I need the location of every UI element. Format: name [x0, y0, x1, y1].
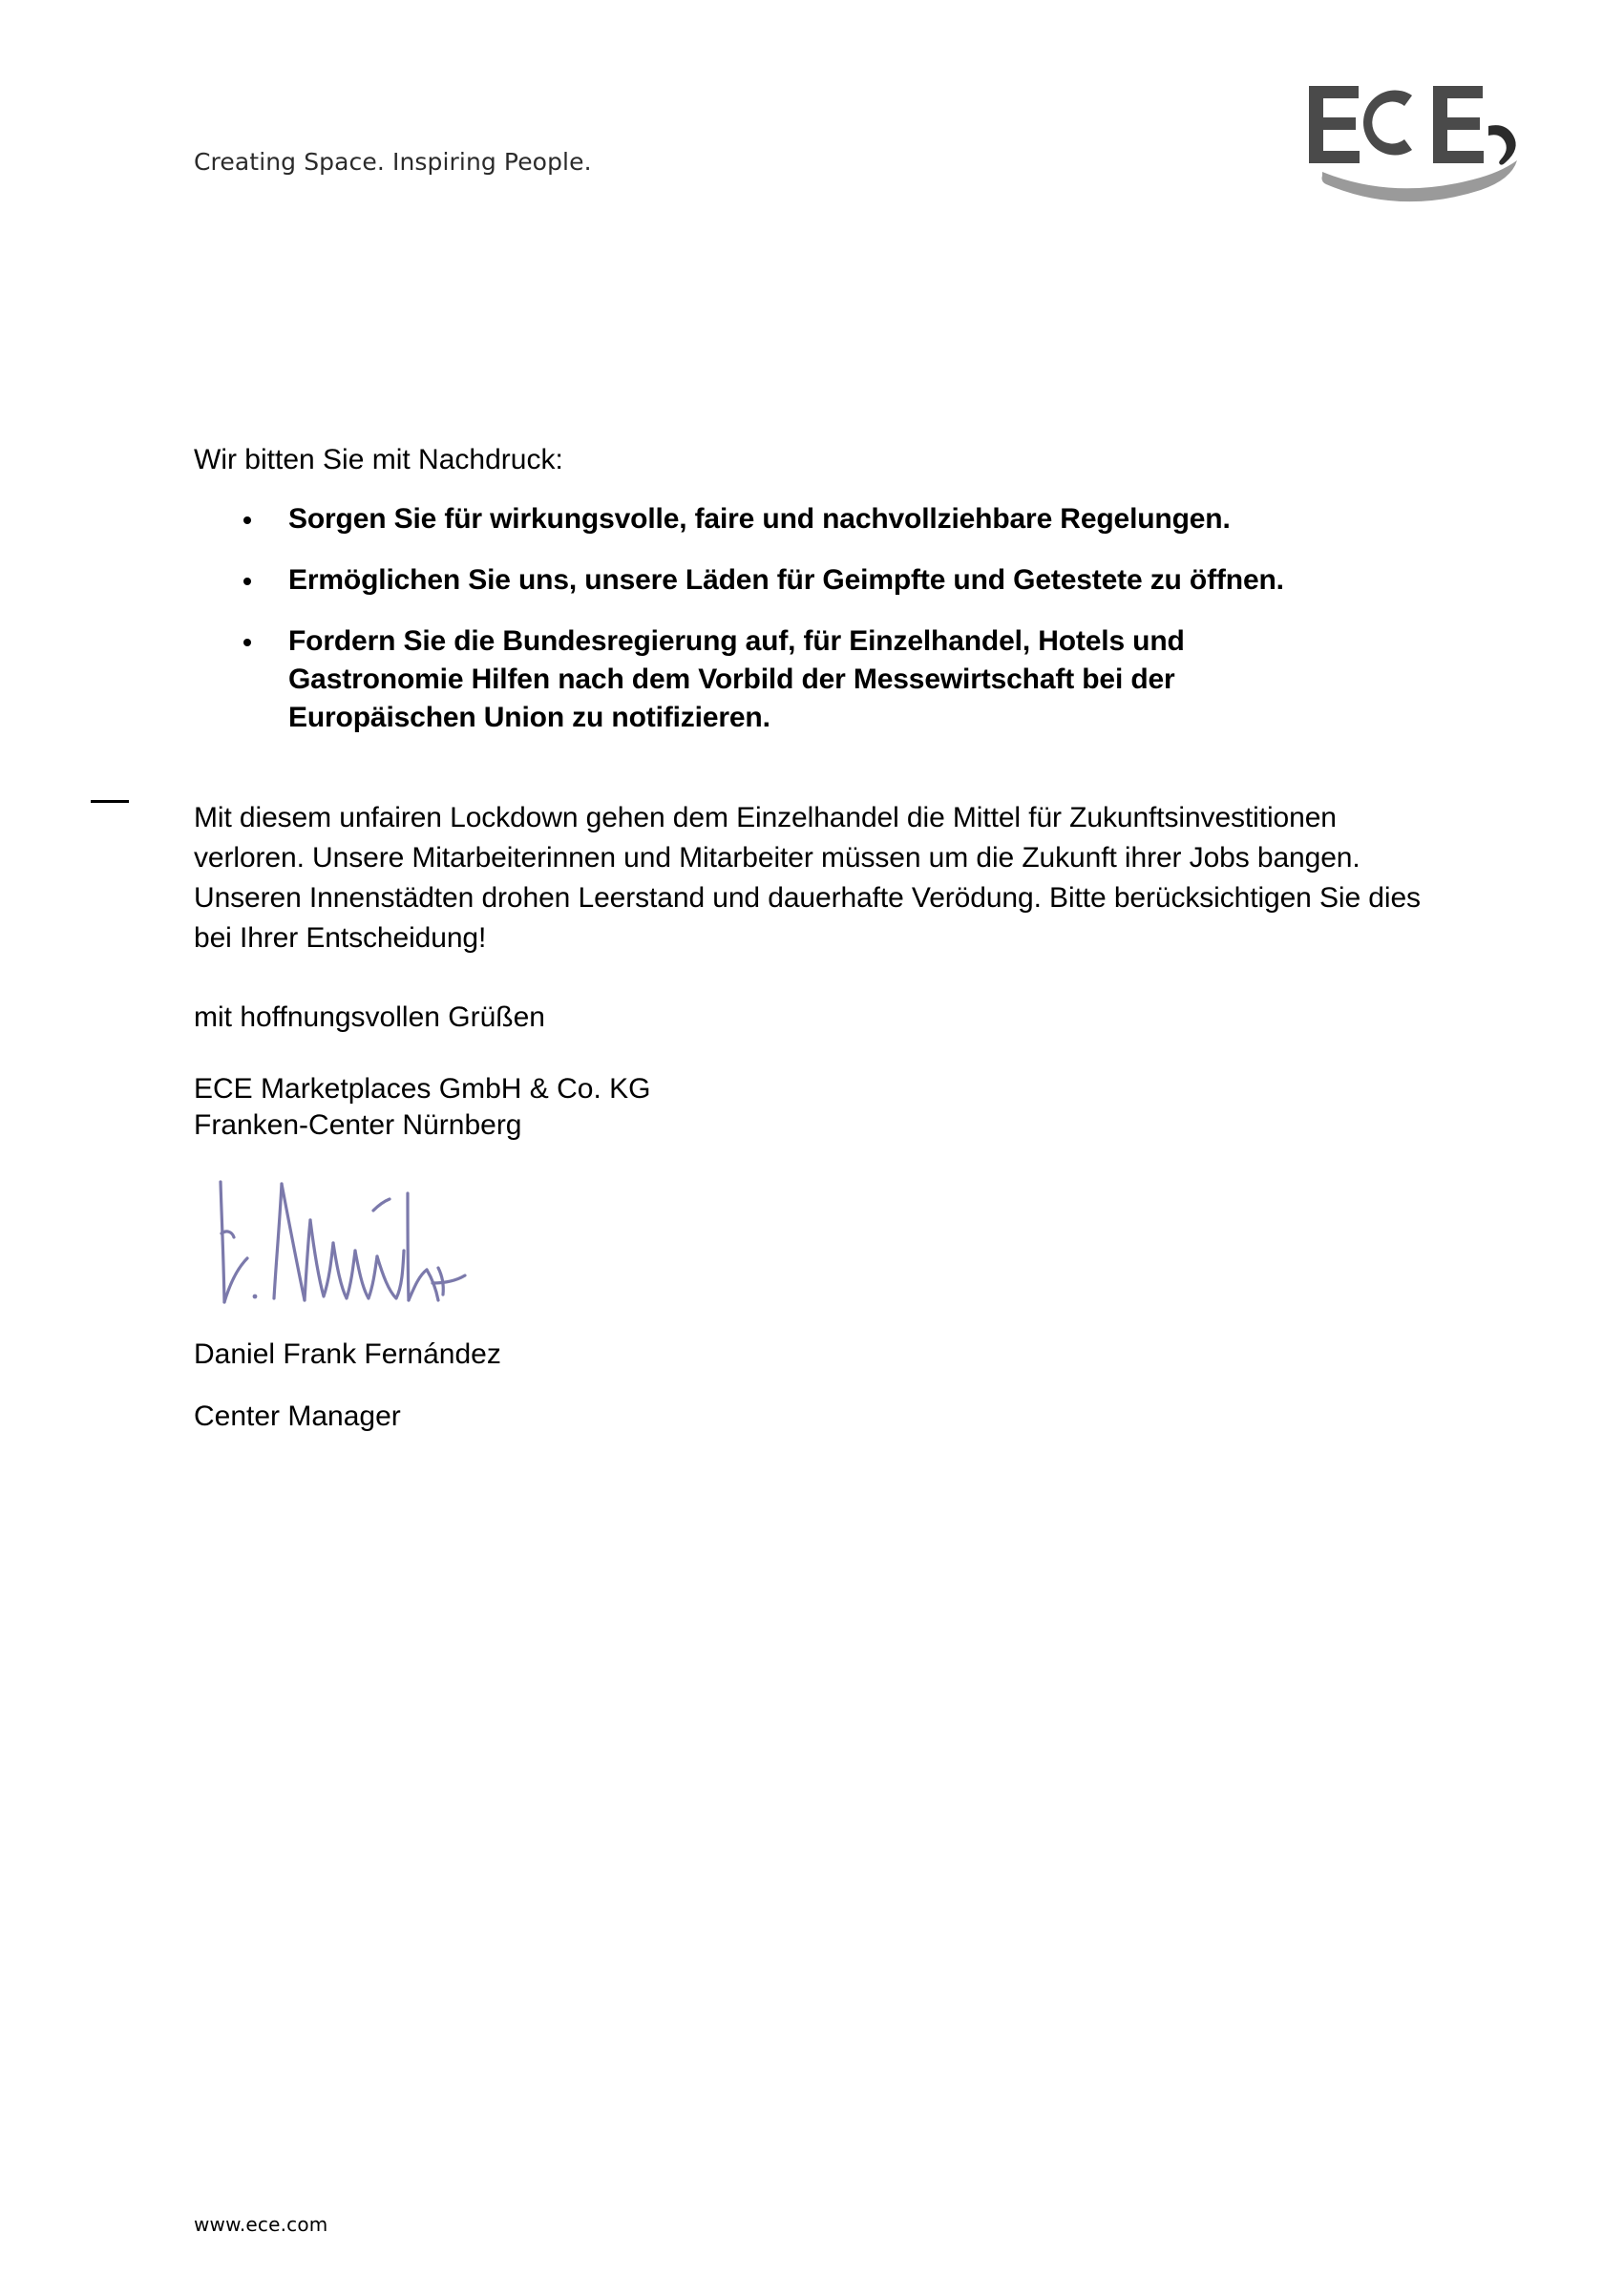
- handwritten-signature: [205, 1176, 511, 1319]
- ece-logo: [1299, 69, 1548, 207]
- sender-block: [194, 1071, 650, 1144]
- company-tagline: Creating Space. Inspiring People.: [194, 148, 592, 176]
- sender-company: ECE Marketplaces GmbH & Co. KG: [194, 1073, 651, 1105]
- demand-text: Fordern Sie die Bundesregierung auf, für Einzelhandel, Hotels und Gastronomie Hilfen nach dem Vorbild der Messewirtschaft bei der Europäischen Union zu notifizieren.: [288, 625, 1185, 733]
- sender-location: Franken-Center Nürnberg: [194, 1109, 522, 1141]
- bullet-icon: [243, 516, 251, 524]
- demand-text: Ermöglichen Sie uns, unsere Läden für Geimpfte und Getestete zu öffnen.: [288, 564, 1284, 596]
- letter-body: [194, 441, 1445, 737]
- footer-website: www.ece.com: [194, 2213, 328, 2236]
- bullet-icon: [243, 578, 251, 585]
- demand-item: [194, 622, 1445, 737]
- demand-text: Sorgen Sie für wirkungsvolle, faire und nachvollziehbare Regelungen.: [288, 503, 1231, 535]
- demand-item: [194, 500, 1445, 538]
- closing-paragraph: Mit diesem unfairen Lockdown gehen dem Einzelhandel die Mittel für Zukunftsinvestitionen verloren. Unsere Mitarbeiterinnen und Mitarbeiter müssen um die Zukunft ihrer Jobs bangen. Unseren Innenstädten drohen Leerstand und dauerhafte Verödung. Bitte berücksichtigen Sie dies bei Ihrer Entscheidung!: [194, 802, 1421, 954]
- lead-in-text: Wir bitten Sie mit Nachdruck:: [194, 444, 563, 475]
- fold-mark: [91, 800, 129, 803]
- demands-list: [194, 500, 1445, 737]
- signatory-name: Daniel Frank Fernández: [194, 1338, 501, 1370]
- bullet-icon: [243, 639, 251, 646]
- signatory-role: Center Manager: [194, 1401, 401, 1432]
- closing-salutation: mit hoffnungsvollen Grüßen: [194, 1001, 545, 1033]
- demand-item: [194, 561, 1445, 600]
